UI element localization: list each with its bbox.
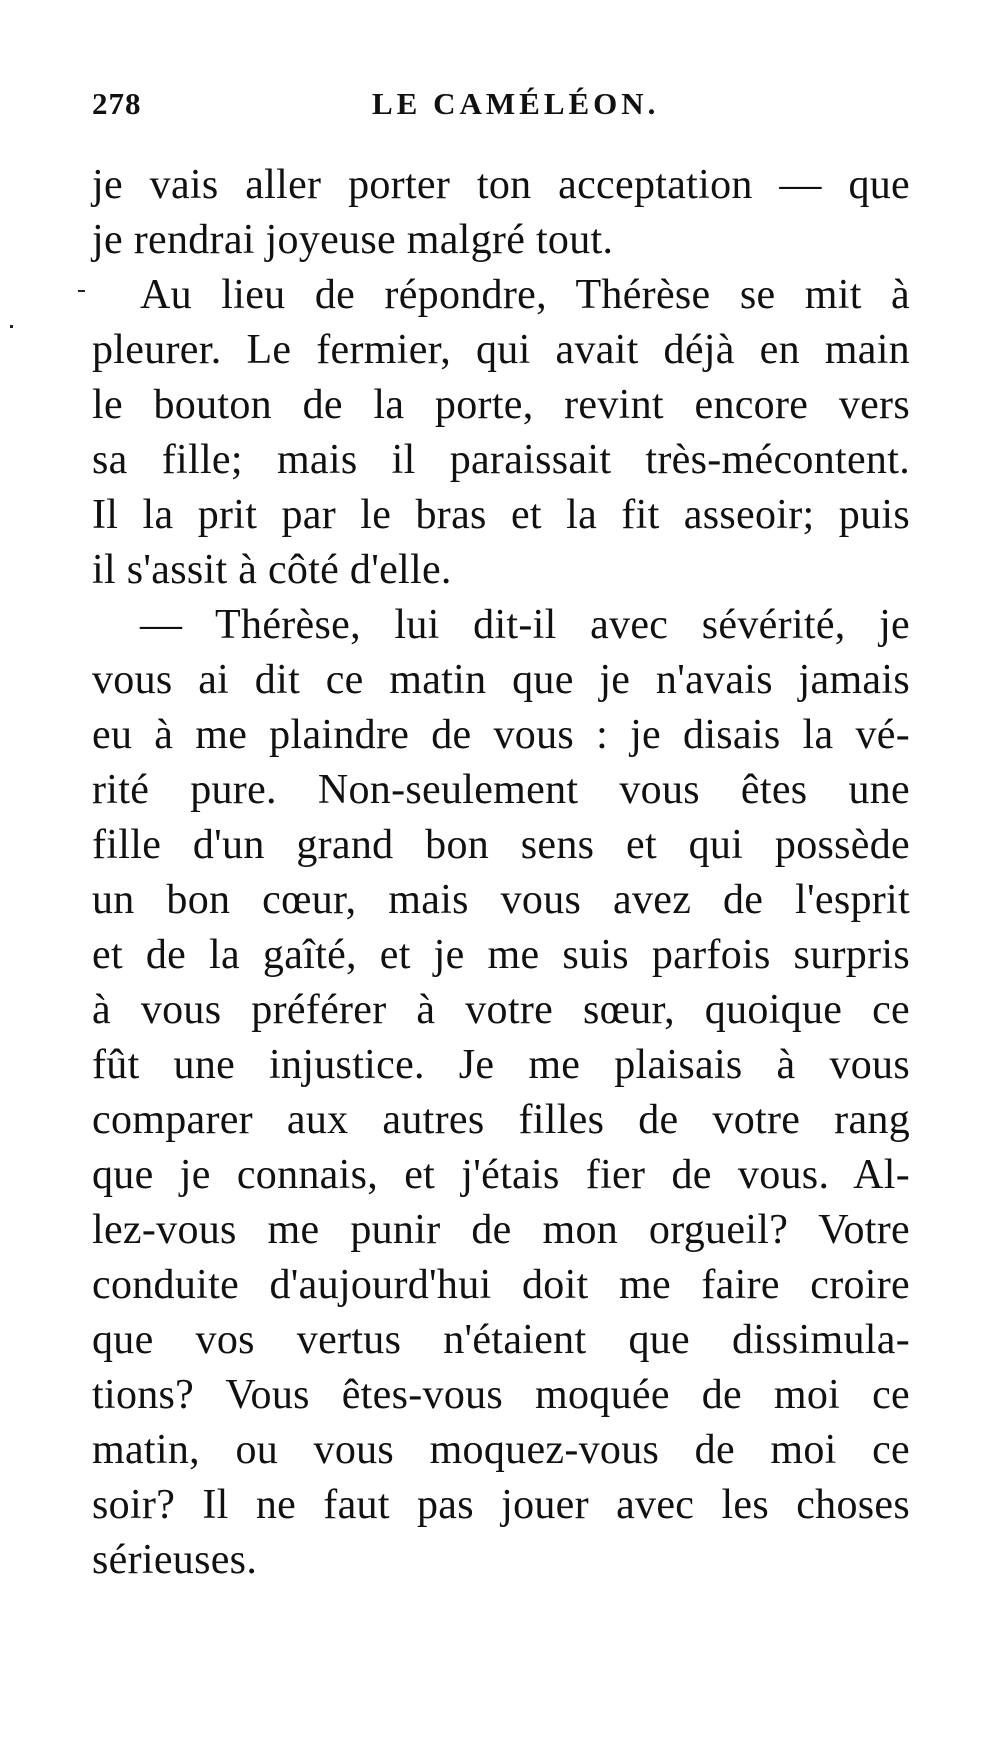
text-line: vous ai dit ce matin que je n'avais jamais xyxy=(92,657,910,703)
text-line: fille d'un grand bon sens et qui possède xyxy=(92,822,910,868)
text-line: le bouton de la porte, revint encore vers xyxy=(92,382,910,428)
text-line: matin, ou vous moquez-vous de moi ce xyxy=(92,1427,910,1473)
text-line: et de la gaîté, et je me suis parfois surpris xyxy=(92,932,910,978)
text-line: conduite d'aujourd'hui doit me faire croire xyxy=(92,1262,910,1308)
text-line: à vous préférer à votre sœur, quoique ce xyxy=(92,987,910,1033)
text-line: un bon cœur, mais vous avez de l'esprit xyxy=(92,877,910,923)
stray-ink-dot xyxy=(10,325,13,328)
text-line: comparer aux autres filles de votre rang xyxy=(92,1097,910,1143)
text-line: il s'assit à côté d'elle. xyxy=(92,547,452,593)
text-line: pleurer. Le fermier, qui avait déjà en main xyxy=(92,327,910,373)
text-line: soir? Il ne faut pas jouer avec les choses xyxy=(92,1482,910,1528)
text-line: lez-vous me punir de mon orgueil? Votre xyxy=(92,1207,910,1253)
text-line: que vos vertus n'étaient que dissimula- xyxy=(92,1317,910,1363)
text-line: je rendrai joyeuse malgré tout. xyxy=(92,217,614,263)
page-header xyxy=(92,86,912,134)
stray-ink-mark xyxy=(78,290,85,292)
text-line: que je connais, et j'étais fier de vous. Al- xyxy=(92,1152,910,1198)
text-line: Au lieu de répondre, Thérèse se mit à xyxy=(140,272,910,318)
text-line: eu à me plaindre de vous : je disais la vé- xyxy=(92,712,910,758)
text-line: Il la prit par le bras et la fit asseoir; puis xyxy=(92,492,910,538)
body-text xyxy=(92,158,910,1588)
text-line: tions? Vous êtes-vous moquée de moi ce xyxy=(92,1372,910,1418)
text-line: — Thérèse, lui dit-il avec sévérité, je xyxy=(140,602,910,648)
running-title: LE CAMÉLÉON. xyxy=(372,86,660,121)
text-line: fût une injustice. Je me plaisais à vous xyxy=(92,1042,910,1088)
text-line: rité pure. Non-seulement vous êtes une xyxy=(92,767,910,813)
text-line: je vais aller porter ton acceptation — que xyxy=(92,162,910,208)
text-line: sérieuses. xyxy=(92,1537,258,1583)
page-number: 278 xyxy=(92,86,142,121)
text-line: sa fille; mais il paraissait très-mécontent. xyxy=(92,437,910,483)
